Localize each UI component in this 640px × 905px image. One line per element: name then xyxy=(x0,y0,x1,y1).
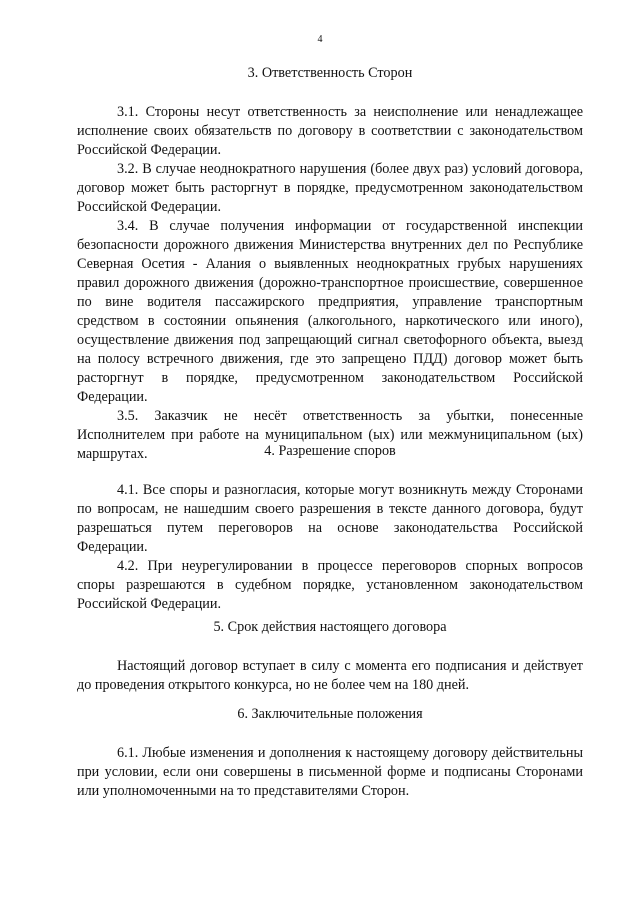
paragraph-3-1: 3.1. Стороны несут ответственность за неисполнение или ненадлежащее исполнение своих обязательств по договору в соответствии с законодательством Российской Федерации. xyxy=(77,104,583,158)
section-heading: 5. Срок действия настоящего договора xyxy=(213,619,447,635)
paragraph-3-5: 3.5. Заказчик не несёт ответственность за убытки, понесенные Исполнителем при работе на муниципальном (ых) или межмуниципальном (ых) маршрутах. xyxy=(77,408,583,462)
paragraph-6-1: 6.1. Любые изменения и дополнения к настоящему договору действительны при условии, если они совершены в письменной форме и подписаны Сторонами или уполномоченными на то представителями Сторон. xyxy=(77,745,583,799)
section-disputes xyxy=(77,442,583,614)
section-final-provisions xyxy=(77,705,583,801)
page-number: 4 xyxy=(317,34,323,45)
paragraph-3-2: 3.2. В случае неоднократного нарушения (более двух раз) условий договора, договор может быть расторгнут в порядке, предусмотренном законодательством Российской Федерации. xyxy=(77,161,583,215)
paragraph-4-2: 4.2. При неурегулировании в процессе переговоров спорных вопросов споры разрешаются в судебном порядке, установленном законодательством Российской Федерации. xyxy=(77,558,583,612)
paragraph-3-4: 3.4. В случае получения информации от государственной инспекции безопасности дорожного движения Министерства внутренних дел по Республике Северная Осетия - Алания о выявленных неоднократных грубых нарушениях правил дорожного движения (дорожно-транспортное происшествие, совершенное по вине водителя пассажирского предприятия, управление транспортным средством в состоянии опьянения (алкогольного, наркотического или иного), осуществление движения под запрещающий сигнал светофорного объекта, выезд на полосу встречного движения, где это запрещено ПДД) договор может быть расторгнут в порядке, предусмотренном законодательством Российской Федерации. xyxy=(77,218,583,405)
section-responsibility xyxy=(77,64,583,464)
section-heading: 6. Заключительные положения xyxy=(237,706,423,722)
paragraph-term: Настоящий договор вступает в силу с момента его подписания и действует до проведения открытого конкурса, но не более чем на 180 дней. xyxy=(77,658,583,693)
section-term xyxy=(77,618,583,695)
section-heading: 4. Разрешение споров xyxy=(264,443,396,459)
paragraph-4-1: 4.1. Все споры и разногласия, которые могут возникнуть между Сторонами по вопросам, не нашедшим своего разрешения в тексте данного договора, будут разрешаться путем переговоров на основе законодательства Российской Федерации. xyxy=(77,482,583,555)
section-heading: 3. Ответственность Сторон xyxy=(247,65,413,81)
